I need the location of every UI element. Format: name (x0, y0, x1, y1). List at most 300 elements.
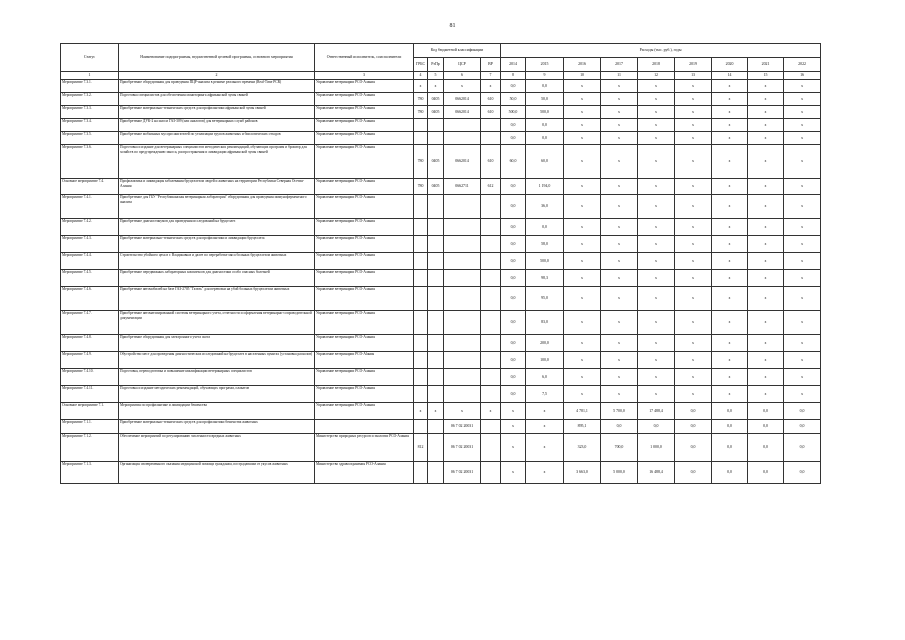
name-cell: Организация своевременного оказания медицинской помощи гражданам, пострадавшим от укусов животных (119, 462, 315, 484)
status-cell: Мероприятие 7.1.3. (61, 462, 119, 484)
rzpr-cell (428, 119, 444, 132)
header-executor: Ответственный исполнитель, соисполнители (315, 44, 414, 72)
y2020-cell: х (712, 119, 748, 132)
y2019-cell: х (675, 80, 712, 93)
grbs-cell (414, 195, 428, 219)
y2022-cell: х (784, 287, 821, 311)
grbs-cell (414, 253, 428, 270)
y2016-cell: х (564, 106, 601, 119)
y2015-cell: 60,0 (526, 145, 564, 179)
header-year-2021: 2021 (748, 58, 784, 72)
rzpr-cell: х (428, 403, 444, 420)
column-number: 6 (444, 72, 481, 80)
y2017-cell: х (601, 179, 638, 195)
status-cell: Мероприятие 7.4.2. (61, 219, 119, 236)
table-row (61, 195, 821, 219)
y2021-cell: х (748, 287, 784, 311)
name-cell: Подготовка, переподготовка и повышение квалификации ветеринарных специалистов (119, 369, 315, 386)
y2015-cell: 58,0 (526, 236, 564, 253)
y2014-cell: х (501, 462, 526, 484)
column-number: 9 (526, 72, 564, 80)
y2014-cell: 0,0 (501, 287, 526, 311)
y2018-cell: 1 000,0 (638, 434, 675, 462)
grbs-cell (414, 236, 428, 253)
name-cell: Приобретение оборудования для электронного учета скота (119, 335, 315, 352)
y2018-cell: х (638, 145, 675, 179)
status-cell: Мероприятие 7.4.9. (61, 352, 119, 369)
status-cell: Мероприятие 7.3.1. (61, 80, 119, 93)
y2021-cell: х (748, 352, 784, 369)
executor-cell: Управление ветеринарии РСО-Алания (315, 311, 414, 335)
table-row (61, 119, 821, 132)
y2019-cell: х (675, 219, 712, 236)
y2022-cell: х (784, 132, 821, 145)
y2015-cell: 500,0 (526, 106, 564, 119)
y2014-cell: 0,0 (501, 219, 526, 236)
y2022-cell: х (784, 253, 821, 270)
executor-cell: Министерство природных ресурсов и экологии РСО-Алания (315, 434, 414, 462)
name-cell: Подготовка и издание методических рекомендаций, обучающих программ, плакатов (119, 386, 315, 403)
y2022-cell: х (784, 270, 821, 287)
y2022-cell: 0,0 (784, 403, 821, 420)
y2016-cell: х (564, 195, 601, 219)
y2015-cell: 6,0 (526, 369, 564, 386)
header-status: Статус (61, 44, 119, 72)
header-year-2018: 2018 (638, 58, 675, 72)
y2015-cell: 200,0 (526, 335, 564, 352)
y2016-cell: х (564, 132, 601, 145)
y2018-cell: х (638, 352, 675, 369)
y2021-cell: х (748, 195, 784, 219)
csr-cell (444, 352, 481, 369)
name-cell: Обустройство мест для проведения диагностических исследований на бруцеллез в населенных пунктах (установка расколов) (119, 352, 315, 369)
header-year-2016: 2016 (564, 58, 601, 72)
y2020-cell: х (712, 179, 748, 195)
y2018-cell: х (638, 179, 675, 195)
csr-cell: х (444, 403, 481, 420)
column-number: 16 (784, 72, 821, 80)
csr-cell: 0662014 (444, 106, 481, 119)
y2014-cell: 0,0 (501, 179, 526, 195)
grbs-cell: 812 (414, 434, 428, 462)
rzpr-cell (428, 335, 444, 352)
y2017-cell: х (601, 93, 638, 106)
y2015-cell: 98,3 (526, 270, 564, 287)
column-number-row (61, 72, 821, 80)
csr-cell: 0662014 (444, 145, 481, 179)
y2019-cell: х (675, 311, 712, 335)
y2021-cell: 0,0 (748, 434, 784, 462)
vr-cell (481, 386, 501, 403)
executor-cell: Управление ветеринарии РСО-Алания (315, 219, 414, 236)
y2016-cell: 4 781,1 (564, 403, 601, 420)
table-row (61, 106, 821, 119)
rzpr-cell (428, 236, 444, 253)
csr-cell: 0662711 (444, 179, 481, 195)
header-vr: ВР (481, 58, 501, 72)
grbs-cell: х (414, 80, 428, 93)
y2014-cell: 0,0 (501, 352, 526, 369)
grbs-cell (414, 386, 428, 403)
y2020-cell: х (712, 219, 748, 236)
y2022-cell: х (784, 93, 821, 106)
y2014-cell: х (501, 434, 526, 462)
y2014-cell: 60,0 (501, 145, 526, 179)
y2016-cell: х (564, 352, 601, 369)
status-cell: Мероприятие 7.4.8. (61, 335, 119, 352)
y2014-cell: 0,0 (501, 236, 526, 253)
y2018-cell: х (638, 253, 675, 270)
grbs-cell (414, 335, 428, 352)
y2016-cell: х (564, 311, 601, 335)
grbs-cell (414, 119, 428, 132)
executor-cell: Управление ветеринарии РСО-Алания (315, 253, 414, 270)
grbs-cell: 780 (414, 179, 428, 195)
y2019-cell: 0,0 (675, 403, 712, 420)
vr-cell: х (481, 403, 501, 420)
csr-cell (444, 219, 481, 236)
y2018-cell: х (638, 386, 675, 403)
vr-cell (481, 219, 501, 236)
page-number: 81 (449, 23, 456, 29)
y2019-cell: 0,0 (675, 434, 712, 462)
y2021-cell: х (748, 236, 784, 253)
rzpr-cell (428, 253, 444, 270)
y2015-cell: х (526, 434, 564, 462)
vr-cell (481, 253, 501, 270)
y2018-cell: х (638, 93, 675, 106)
name-cell: Приобретение автомобилей на базе ГАЗ-2705 "Газель" для перевозки на убой больных бруцеллезом животных (119, 287, 315, 311)
y2021-cell: х (748, 335, 784, 352)
y2017-cell: х (601, 311, 638, 335)
table-row (61, 311, 821, 335)
executor-cell: Управление ветеринарии РСО-Алания (315, 270, 414, 287)
table-row (61, 145, 821, 179)
rzpr-cell (428, 434, 444, 462)
status-cell: Мероприятие 7.4.6. (61, 287, 119, 311)
y2022-cell: х (784, 195, 821, 219)
y2016-cell: 895,1 (564, 420, 601, 434)
grbs-cell: 780 (414, 93, 428, 106)
executor-cell: Управление ветеринарии РСО-Алания (315, 195, 414, 219)
y2021-cell: х (748, 106, 784, 119)
y2015-cell: 0,0 (526, 80, 564, 93)
y2022-cell: х (784, 335, 821, 352)
y2019-cell: х (675, 179, 712, 195)
y2018-cell: х (638, 195, 675, 219)
y2014-cell: 0,0 (501, 369, 526, 386)
vr-cell (481, 335, 501, 352)
y2016-cell: х (564, 287, 601, 311)
y2018-cell: х (638, 287, 675, 311)
status-cell: Мероприятие 7.4.1. (61, 195, 119, 219)
grbs-cell (414, 420, 428, 434)
vr-cell: 612 (481, 179, 501, 195)
y2015-cell: 1 194,0 (526, 179, 564, 195)
table-row (61, 253, 821, 270)
y2021-cell: х (748, 311, 784, 335)
column-number: 11 (601, 72, 638, 80)
table-row (61, 369, 821, 386)
table-row (61, 386, 821, 403)
grbs-cell (414, 369, 428, 386)
column-number: 2 (119, 72, 315, 80)
y2015-cell: 500,0 (526, 253, 564, 270)
y2021-cell: х (748, 93, 784, 106)
grbs-cell (414, 287, 428, 311)
table-row (61, 462, 821, 484)
header-year-2015: 2015 (526, 58, 564, 72)
status-cell: Мероприятие 7.4.4. (61, 253, 119, 270)
csr-cell: 0662014 (444, 93, 481, 106)
executor-cell: Управление ветеринарии РСО-Алания (315, 386, 414, 403)
name-cell: Приобретение для ГБУ "Республиканская ветеринарная лаборатория" оборудования для проведения иммуноферментного анализа (119, 195, 315, 219)
y2020-cell: х (712, 195, 748, 219)
y2020-cell: х (712, 145, 748, 179)
y2017-cell: х (601, 219, 638, 236)
executor-cell: Управление ветеринарии РСО-Алания (315, 80, 414, 93)
y2019-cell: 0,0 (675, 462, 712, 484)
y2016-cell: х (564, 219, 601, 236)
y2019-cell: х (675, 132, 712, 145)
y2020-cell: х (712, 311, 748, 335)
y2017-cell: х (601, 195, 638, 219)
y2020-cell: 0,0 (712, 420, 748, 434)
column-number: 10 (564, 72, 601, 80)
y2015-cell: 83,0 (526, 311, 564, 335)
y2017-cell: х (601, 106, 638, 119)
y2019-cell: х (675, 145, 712, 179)
rzpr-cell (428, 386, 444, 403)
executor-cell: Управление ветеринарии РСО-Алания (315, 369, 414, 386)
csr-cell (444, 236, 481, 253)
y2019-cell: х (675, 352, 712, 369)
y2017-cell: 700,0 (601, 434, 638, 462)
y2020-cell: х (712, 132, 748, 145)
name-cell: Приобретение мобильных мусоросжигателей по утилизации трупов животных и биологических отходов (119, 132, 315, 145)
csr-cell: х (444, 80, 481, 93)
y2017-cell: х (601, 369, 638, 386)
y2020-cell: х (712, 253, 748, 270)
y2022-cell: х (784, 179, 821, 195)
grbs-cell: 780 (414, 145, 428, 179)
y2017-cell: 5 700,0 (601, 403, 638, 420)
header-name: Наименование подпрограммы, ведомственной целевой программы, основного мероприятия (119, 44, 315, 72)
vr-cell: 610 (481, 106, 501, 119)
y2018-cell: х (638, 80, 675, 93)
table-row (61, 132, 821, 145)
y2015-cell: х (526, 462, 564, 484)
name-cell: Профилактика и ликвидация заболевания бруцеллезом людей и животных на территории Республики Северная Осетия-Алания (119, 179, 315, 195)
y2016-cell: х (564, 236, 601, 253)
vr-cell (481, 270, 501, 287)
y2014-cell: 0,0 (501, 80, 526, 93)
y2022-cell: х (784, 386, 821, 403)
executor-cell: Министерство здравоохранения РСО-Алания (315, 462, 414, 484)
y2014-cell: х (501, 420, 526, 434)
y2021-cell: х (748, 132, 784, 145)
y2014-cell: 0,0 (501, 386, 526, 403)
table-row (61, 335, 821, 352)
y2019-cell: 0,0 (675, 420, 712, 434)
y2022-cell: х (784, 236, 821, 253)
csr-cell (444, 335, 481, 352)
name-cell: Строительство убойного цеха в г. Владикавказ и далее по переработке мяса больных бруцеллезом животных (119, 253, 315, 270)
y2017-cell: х (601, 119, 638, 132)
y2019-cell: х (675, 236, 712, 253)
status-cell: Мероприятие 7.4.3. (61, 236, 119, 253)
column-number: 12 (638, 72, 675, 80)
executor-cell: Управление ветеринарии РСО-Алания (315, 93, 414, 106)
grbs-cell (414, 462, 428, 484)
y2015-cell: 0,0 (526, 219, 564, 236)
rzpr-cell (428, 420, 444, 434)
csr-cell (444, 253, 481, 270)
y2019-cell: х (675, 386, 712, 403)
status-cell: Мероприятие 7.1.2. (61, 434, 119, 462)
y2014-cell: 50,0 (501, 93, 526, 106)
y2017-cell: х (601, 287, 638, 311)
y2019-cell: х (675, 195, 712, 219)
y2015-cell: х (526, 403, 564, 420)
y2018-cell: х (638, 219, 675, 236)
executor-cell: Управление ветеринарии РСО-Алания (315, 236, 414, 253)
grbs-cell: х (414, 403, 428, 420)
executor-cell (315, 420, 414, 434)
column-number: 15 (748, 72, 784, 80)
y2022-cell: х (784, 106, 821, 119)
rzpr-cell (428, 287, 444, 311)
executor-cell: Управление ветеринарии РСО-Алания (315, 287, 414, 311)
status-cell: Мероприятие 7.4.10. (61, 369, 119, 386)
y2015-cell: 7,5 (526, 386, 564, 403)
rzpr-cell (428, 195, 444, 219)
y2017-cell: 0,0 (601, 420, 638, 434)
vr-cell: х (481, 80, 501, 93)
y2014-cell: 0,0 (501, 311, 526, 335)
vr-cell (481, 462, 501, 484)
y2019-cell: х (675, 270, 712, 287)
y2020-cell: х (712, 386, 748, 403)
status-cell: Мероприятие 7.4.5. (61, 270, 119, 287)
column-number: 14 (712, 72, 748, 80)
status-cell: Основное мероприятие 7.1. (61, 403, 119, 420)
y2019-cell: х (675, 119, 712, 132)
status-cell: Основное мероприятие 7.4. (61, 179, 119, 195)
rzpr-cell (428, 132, 444, 145)
table-row (61, 93, 821, 106)
y2016-cell: 323,0 (564, 434, 601, 462)
executor-cell: Управление ветеринарии РСО-Алания (315, 145, 414, 179)
y2016-cell: х (564, 80, 601, 93)
vr-cell (481, 420, 501, 434)
header-grbs: ГРБС (414, 58, 428, 72)
vr-cell (481, 236, 501, 253)
executor-cell: Управление ветеринарии РСО-Alания (315, 352, 414, 369)
y2022-cell: 0,0 (784, 434, 821, 462)
y2021-cell: 0,0 (748, 462, 784, 484)
table-body (61, 80, 821, 484)
csr-cell (444, 311, 481, 335)
y2019-cell: х (675, 253, 712, 270)
y2017-cell: х (601, 80, 638, 93)
name-cell: Приобретение ДУК-2 на шасси ГАЗ-309 (или аналогов) для ветеринарных служб районов (119, 119, 315, 132)
csr-cell (444, 132, 481, 145)
executor-cell: Управление ветеринарии РСО-Алания (315, 119, 414, 132)
status-cell: Мероприятие 7.3.5. (61, 132, 119, 145)
rzpr-cell (428, 369, 444, 386)
name-cell: Приобретение автоматизированной системы ветеринарного учета, отчетности и оформления ветеринарно-сопроводительной документации (119, 311, 315, 335)
y2021-cell: х (748, 80, 784, 93)
table-row (61, 287, 821, 311)
header-year-2014: 2014 (501, 58, 526, 72)
grbs-cell (414, 132, 428, 145)
y2018-cell: х (638, 119, 675, 132)
header-year-2022: 2022 (784, 58, 821, 72)
grbs-cell (414, 270, 428, 287)
grbs-cell: 780 (414, 106, 428, 119)
rzpr-cell (428, 352, 444, 369)
y2021-cell: х (748, 270, 784, 287)
y2021-cell: х (748, 119, 784, 132)
y2018-cell: 16 488,4 (638, 462, 675, 484)
y2019-cell: х (675, 106, 712, 119)
table-row (61, 403, 821, 420)
y2017-cell: х (601, 352, 638, 369)
column-number: 8 (501, 72, 526, 80)
table-row (61, 270, 821, 287)
vr-cell (481, 132, 501, 145)
status-cell: Мероприятие 7.3.3. (61, 106, 119, 119)
y2020-cell: х (712, 80, 748, 93)
y2016-cell: х (564, 270, 601, 287)
status-cell: Мероприятие 7.4.7. (61, 311, 119, 335)
table-row (61, 219, 821, 236)
y2017-cell: х (601, 236, 638, 253)
grbs-cell (414, 219, 428, 236)
vr-cell (481, 287, 501, 311)
status-cell: Мероприятие 7.3.6. (61, 145, 119, 179)
y2018-cell: 17 488,4 (638, 403, 675, 420)
csr-cell: 06 7 02 20031 (444, 420, 481, 434)
table-row (61, 352, 821, 369)
y2021-cell: х (748, 219, 784, 236)
header-year-2019: 2019 (675, 58, 712, 72)
grbs-cell (414, 311, 428, 335)
rzpr-cell: х (428, 80, 444, 93)
y2014-cell: 0,0 (501, 195, 526, 219)
vr-cell (481, 352, 501, 369)
y2018-cell: х (638, 132, 675, 145)
y2016-cell: х (564, 335, 601, 352)
csr-cell (444, 195, 481, 219)
status-cell: Мероприятие 7.4.11. (61, 386, 119, 403)
y2016-cell: х (564, 119, 601, 132)
y2020-cell: х (712, 93, 748, 106)
y2018-cell: 0,0 (638, 420, 675, 434)
header-rzpr: РзПр (428, 58, 444, 72)
y2014-cell: 0,0 (501, 270, 526, 287)
y2021-cell: х (748, 179, 784, 195)
rzpr-cell (428, 270, 444, 287)
csr-cell (444, 386, 481, 403)
y2018-cell: х (638, 270, 675, 287)
y2016-cell: х (564, 179, 601, 195)
header-kbk: Код бюджетной классификации (414, 44, 501, 58)
name-cell: Приобретение передвижных лабораторных комплексов для диагностики особо опасных болезней (119, 270, 315, 287)
y2022-cell: х (784, 352, 821, 369)
rzpr-cell (428, 311, 444, 335)
